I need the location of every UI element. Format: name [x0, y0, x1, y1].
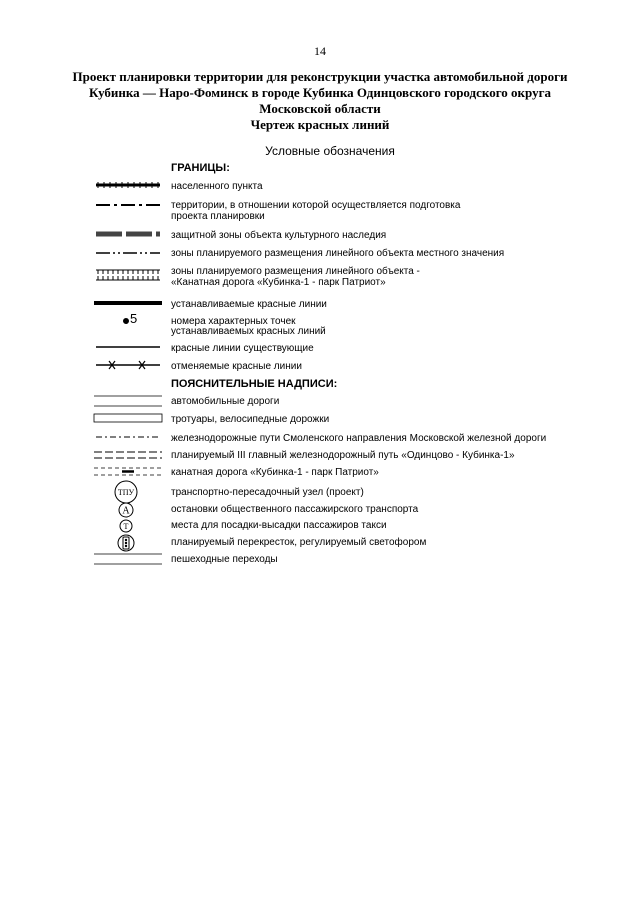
legend-local-linear-object-zone: зоны планируемого размещения линейного объекта местного значения	[171, 248, 505, 259]
page-number: 14	[314, 44, 326, 58]
railway-symbol	[88, 432, 168, 442]
pedestrian-crossing-symbol	[88, 551, 168, 567]
heritage-zone-boundary-symbol	[88, 229, 168, 239]
legend-pedestrian-crossings: пешеходные переходы	[171, 554, 278, 565]
legend-bus-stops: остановки общественного пассажирского транспорта	[171, 504, 419, 515]
legend-railway-smolensk: железнодорожные пути Смоленского направления Московской железной дороги	[171, 433, 547, 444]
legend-established-red-lines: устанавливаемые красные линии	[171, 299, 327, 310]
legend-sidewalks: тротуары, велосипедные дорожки	[171, 414, 330, 425]
characteristic-point-symbol	[88, 313, 168, 327]
planned-railway-symbol	[88, 449, 168, 461]
boundaries-heading: ГРАНИЦЫ:	[171, 162, 230, 174]
legend-cable-car-zone-2: «Канатная дорога «Кубинка-1 - парк Патриот»	[171, 277, 386, 288]
legend-points-1: номера характерных точек	[171, 316, 296, 327]
settlement-boundary-symbol	[88, 180, 168, 190]
legend-traffic-light-intersection: планируемый перекресток, регулируемый светофором	[171, 537, 427, 548]
title-line-1: Проект планировки территории для реконструкции участка автомобильной дороги	[72, 69, 568, 84]
road-symbol	[88, 393, 168, 409]
legend-cancelled-red-lines: отменяемые красные линии	[171, 361, 302, 372]
point-number-label: 5	[130, 311, 138, 326]
cable-car-zone-symbol	[88, 266, 168, 284]
legend-title: Условные обозначения	[265, 144, 395, 158]
local-linear-object-zone-symbol	[88, 248, 168, 258]
title-line-2: Кубинка — Наро-Фоминск в городе Кубинка Одинцовского городского округа	[88, 85, 552, 100]
title-line-4: Чертеж красных линий	[250, 117, 390, 132]
transport-hub-icon-label: ТПУ	[117, 488, 135, 497]
taxi-stop-icon-label: Т	[123, 522, 129, 531]
sidewalk-symbol	[88, 411, 168, 425]
legend-planned-railway: планируемый III главный железнодорожный путь «Одинцово - Кубинка-1»	[171, 450, 515, 461]
legend-transport-hub: транспортно-пересадочный узел (проект)	[171, 487, 364, 498]
legend-planning-territory-2: проекта планировки	[171, 211, 265, 222]
existing-red-line-symbol	[88, 342, 168, 352]
legend-heritage-zone: защитной зоны объекта культурного наследия	[171, 230, 387, 241]
legend-roads: автомобильные дороги	[171, 396, 280, 407]
legend-cable-car: канатная дорога «Кубинка-1 - парк Патриот»	[171, 467, 379, 478]
page-title	[0, 69, 640, 133]
legend-cable-car-zone-1: зоны планируемого размещения линейного объекта -	[171, 266, 420, 277]
legend-planning-territory-1: территории, в отношении которой осуществляется подготовка	[171, 200, 461, 211]
title-line-3: Московской области	[259, 101, 381, 116]
notes-heading: ПОЯСНИТЕЛЬНЫЕ НАДПИСИ:	[171, 378, 338, 390]
bus-stop-icon-label: А	[122, 505, 130, 517]
cable-car-symbol	[88, 465, 168, 477]
established-red-line-symbol	[88, 298, 168, 308]
legend-existing-red-lines: красные линии существующие	[171, 343, 314, 354]
traffic-light-intersection-icon	[88, 533, 168, 553]
cancelled-red-line-symbol	[88, 359, 168, 371]
legend-taxi-stops: места для посадки-высадки пассажиров такси	[171, 520, 387, 531]
legend-settlement-boundary: населенного пункта	[171, 181, 263, 192]
planning-territory-boundary-symbol	[88, 200, 168, 210]
legend-points-2: устанавливаемых красных линий	[171, 326, 326, 337]
